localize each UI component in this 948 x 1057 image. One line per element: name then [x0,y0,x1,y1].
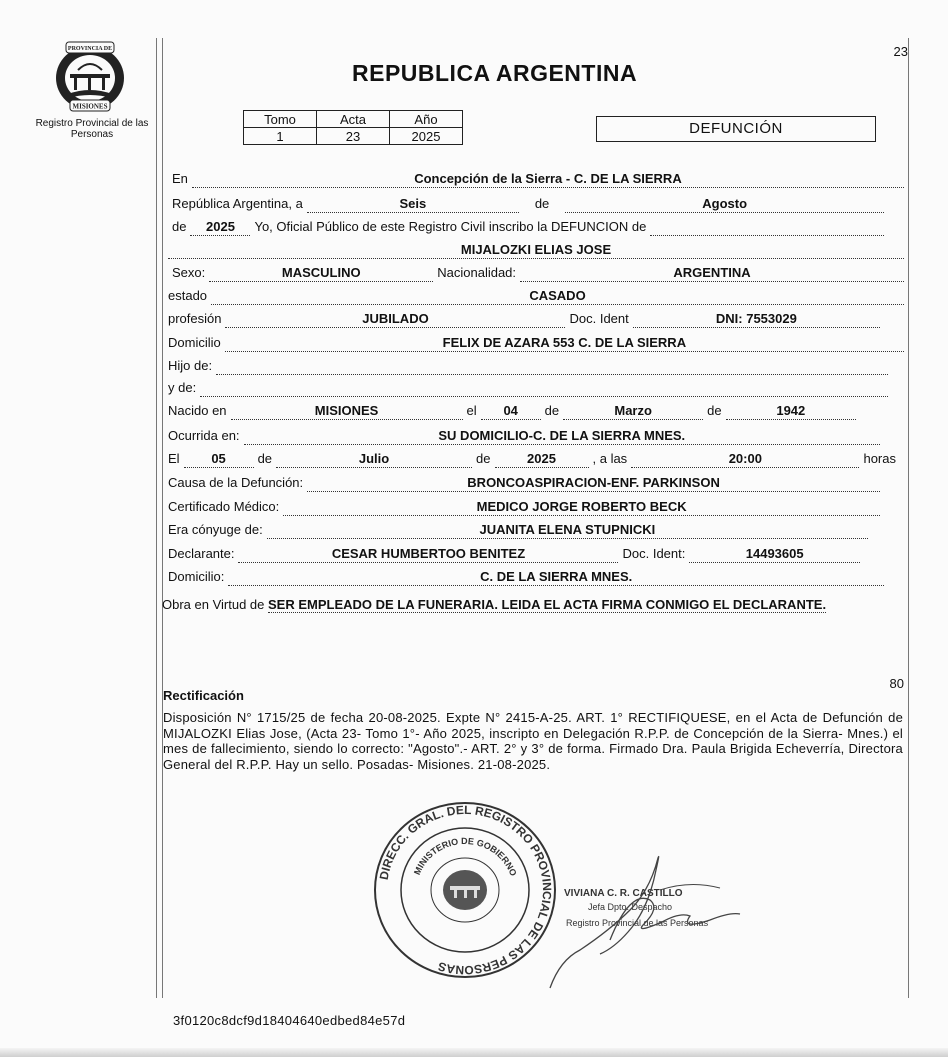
label-y-de: y de: [168,380,197,395]
row-declarant-address [168,568,888,586]
row-occurred [168,427,884,445]
field-birth-day: 04 [481,403,541,420]
row-declarant [168,545,864,563]
row-sex-nationality [172,264,908,282]
header-acta: Acta [317,111,390,128]
row-date [172,195,888,213]
label-de-year: de [172,219,187,234]
field-death-time: 20:00 [631,451,859,468]
value-ano: 2025 [390,128,463,145]
label-estado: estado [168,288,208,303]
field-birth-place: MISIONES [231,403,463,420]
field-address: FELIX DE AZARA 553 C. DE LA SIERRA [225,335,904,352]
row-death-date [168,450,896,468]
field-civil-status: CASADO [211,288,904,305]
row-cause [168,474,884,492]
label-ocurrida-en: Ocurrida en: [168,428,240,443]
label-en: En [172,171,188,186]
label-de-death-year: de [476,451,491,466]
by-virtue-of-paragraph [162,597,906,612]
registry-label: Registro Provincial de las Personas [35,118,149,140]
field-birth-month: Marzo [563,403,703,420]
field-blank-1 [650,219,884,236]
field-declarant-doc: 14493605 [689,546,860,563]
label-el: el [466,403,477,418]
label-certificado: Certificado Médico: [168,499,280,514]
label-declarante: Declarante: [168,546,235,561]
label-republica: República Argentina, a [172,196,303,211]
tomo-acta-ano-table [243,110,463,145]
document-type-box: DEFUNCIÓN [596,116,876,142]
field-deceased-name: MIJALOZKI ELIAS JOSE [168,242,904,259]
stamp-outer-text: DIRECC. GRAL. DEL REGISTRO PROVINCIAL DE LAS PERSONAS [376,802,555,978]
label-de-birth-year: de [707,403,722,418]
official-seal-stamp [372,800,558,980]
field-declarant-address: C. DE LA SIERRA MNES. [228,569,884,586]
logo-bottom-text: MISIONES [72,102,108,111]
signature-role: Jefa Dpto. Despacho [588,902,673,912]
rectification-title: Rectificación [163,688,244,703]
label-a-las: , a las [592,451,628,466]
field-death-month: Julio [276,451,472,468]
row-birth [168,402,860,420]
field-son-of [216,358,888,375]
left-margin-line [156,38,157,998]
row-and-of [168,379,892,397]
logo-top-text: PROVINCIA DE [67,46,113,52]
field-profession: JUBILADO [225,311,565,328]
right-margin-line [908,38,909,998]
field-medical-certificate: MEDICO JORGE ROBERTO BECK [283,499,880,516]
field-and-of [200,380,888,397]
value-tomo: 1 [244,128,317,145]
field-month: Agosto [565,196,884,213]
label-de-birth-month: de [544,403,560,418]
signature-org: Registro Provincial de las Personas [566,918,709,928]
field-place: Concepción de la Sierra - C. DE LA SIERRA [192,171,904,188]
field-birth-year: 1942 [726,403,856,420]
margin-number: 80 [889,676,904,691]
label-domicilio-2: Domicilio: [168,569,225,584]
label-horas: horas [863,451,896,466]
scan-bottom-edge [0,1048,948,1057]
field-day: Seis [307,196,519,213]
label-conyuge: Era cónyuge de: [168,522,263,537]
field-cause: BRONCOASPIRACION-ENF. PARKINSON [307,475,880,492]
page-number: 23 [893,44,908,59]
row-certificate [168,498,884,516]
label-hijo-de: Hijo de: [168,358,213,373]
label-de: de [534,196,550,211]
field-sex: MASCULINO [209,265,433,282]
field-spouse: JUANITA ELENA STUPNICKI [267,522,868,539]
row-profession [168,310,884,328]
header-tomo: Tomo [244,111,317,128]
row-son-of [168,357,892,375]
left-margin-line-inner [162,38,163,998]
field-by-virtue-of: SER EMPLEADO DE LA FUNERARIA. LEIDA EL ACTA FIRMA CONMIGO EL DECLARANTE. [268,597,827,612]
misiones-coat-of-arms-logo [48,40,132,114]
label-domicilio: Domicilio [168,335,221,350]
label-yo: Yo, Oficial Público de este Registro Civil inscribo la DEFUNCION de [254,219,647,234]
label-obra: Obra en Virtud de [162,597,265,612]
handwritten-signature [540,850,770,990]
label-el-cap: El [168,451,180,466]
row-civil-status [168,287,908,305]
label-profesion: profesión [168,311,222,326]
label-doc-ident: Doc. Ident [569,311,629,326]
field-year: 2025 [190,219,250,236]
label-causa: Causa de la Defunción: [168,475,304,490]
field-doc-ident: DNI: 7553029 [633,311,880,328]
row-inscription [172,218,888,236]
row-place [172,170,908,188]
row-spouse [168,521,872,539]
field-death-year: 2025 [495,451,589,468]
field-nationality: ARGENTINA [520,265,904,282]
value-acta: 23 [317,128,390,145]
label-nacionalidad: Nacionalidad: [437,265,517,280]
label-doc-ident-2: Doc. Ident: [622,546,686,561]
label-nacido-en: Nacido en [168,403,227,418]
label-de-death-month: de [257,451,273,466]
field-death-day: 05 [184,451,254,468]
stamp-inner-text: MINISTERIO DE GOBIERNO [411,835,519,878]
field-occurred-in: SU DOMICILIO-C. DE LA SIERRA MNES. [244,428,880,445]
label-sexo: Sexo: [172,265,206,280]
document-hash: 3f0120c8dcf9d18404640edbed84e57d [173,1013,406,1028]
header-ano: Año [390,111,463,128]
rectification-text: Disposición N° 1715/25 de fecha 20-08-2025. Expte N° 2415-A-25. ART. 1° RECTIFIQUESE, en el Acta de Defunción de MIJALOZKI Elias Jose, (Acta 23- Tomo 1°- Año 2025, inscripto en Delegación R.P.P. de Concepción de la Sierra- Mnes.) el mes de fallecimiento, siendo lo correcto: "Agosto".- ART. 2° y 3° de forma. Firmado Dra. Paula Brigida Echeverría, Directora General del R.P.P. Hay un sello. Posadas- Misiones. 21-08-2025. [163,710,903,772]
signature-name: VIVIANA C. R. CASTILLO [564,888,683,899]
row-deceased [168,241,908,259]
field-declarant: CESAR HUMBERTOO BENITEZ [238,546,618,563]
row-address [168,334,908,352]
document-title: REPUBLICA ARGENTINA [352,60,638,86]
